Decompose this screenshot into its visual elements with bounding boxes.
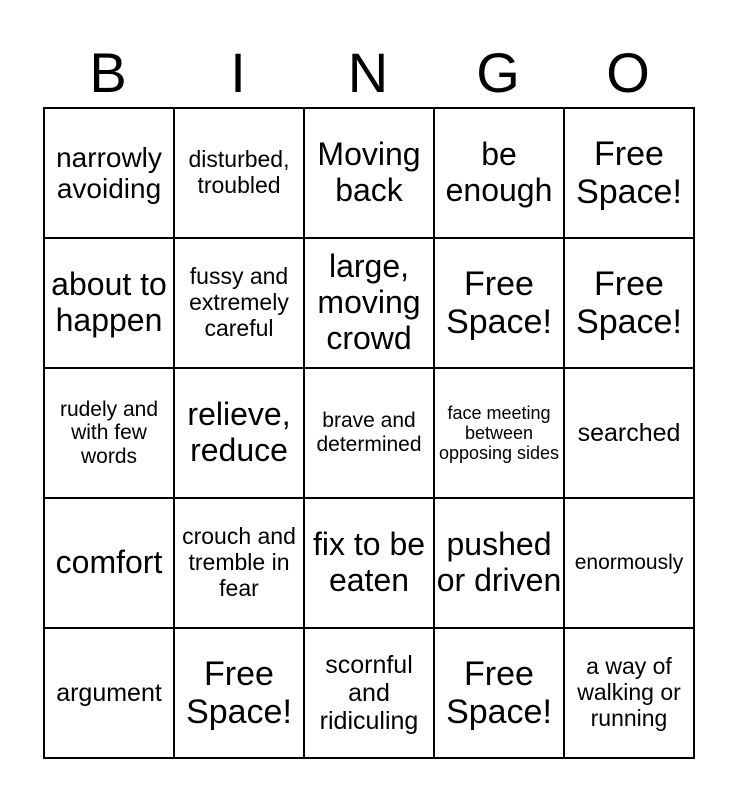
bingo-card-grid — [43, 107, 695, 759]
bingo-header — [43, 40, 693, 106]
bingo-cell: be enough — [434, 108, 564, 238]
bingo-cell: a way of walking or running — [564, 628, 694, 758]
bingo-cell: about to happen — [44, 238, 174, 368]
bingo-cell: disturbed, troubled — [174, 108, 304, 238]
bingo-row — [44, 108, 694, 238]
bingo-row — [44, 628, 694, 758]
bingo-row — [44, 498, 694, 628]
bingo-cell: relieve, reduce — [174, 368, 304, 498]
bingo-cell-free-space: Free Space! — [564, 108, 694, 238]
bingo-cell-free-space: Free Space! — [434, 628, 564, 758]
header-letter-n: N — [347, 41, 389, 104]
header-letter-g: G — [476, 41, 520, 104]
bingo-cell: fix to be eaten — [304, 498, 434, 628]
bingo-cell: Moving back — [304, 108, 434, 238]
bingo-cell: narrowly avoiding — [44, 108, 174, 238]
bingo-cell: argument — [44, 628, 174, 758]
bingo-cell: brave and determined — [304, 368, 434, 498]
bingo-row — [44, 238, 694, 368]
bingo-cell: searched — [564, 368, 694, 498]
header-letter-o: O — [606, 41, 650, 104]
bingo-cell: pushed or driven — [434, 498, 564, 628]
header-letter-i: I — [230, 41, 246, 104]
header-letter-b: B — [89, 41, 127, 104]
bingo-cell: face meeting between opposing sides — [434, 368, 564, 498]
bingo-row — [44, 368, 694, 498]
bingo-cell: fussy and extremely careful — [174, 238, 304, 368]
bingo-cell: scornful and ridiculing — [304, 628, 434, 758]
bingo-cell: enormously — [564, 498, 694, 628]
bingo-cell-free-space: Free Space! — [174, 628, 304, 758]
bingo-cell-free-space: Free Space! — [564, 238, 694, 368]
bingo-cell: rudely and with few words — [44, 368, 174, 498]
bingo-cell-free-space: Free Space! — [434, 238, 564, 368]
bingo-cell: comfort — [44, 498, 174, 628]
bingo-cell: large, moving crowd — [304, 238, 434, 368]
bingo-cell: crouch and tremble in fear — [174, 498, 304, 628]
